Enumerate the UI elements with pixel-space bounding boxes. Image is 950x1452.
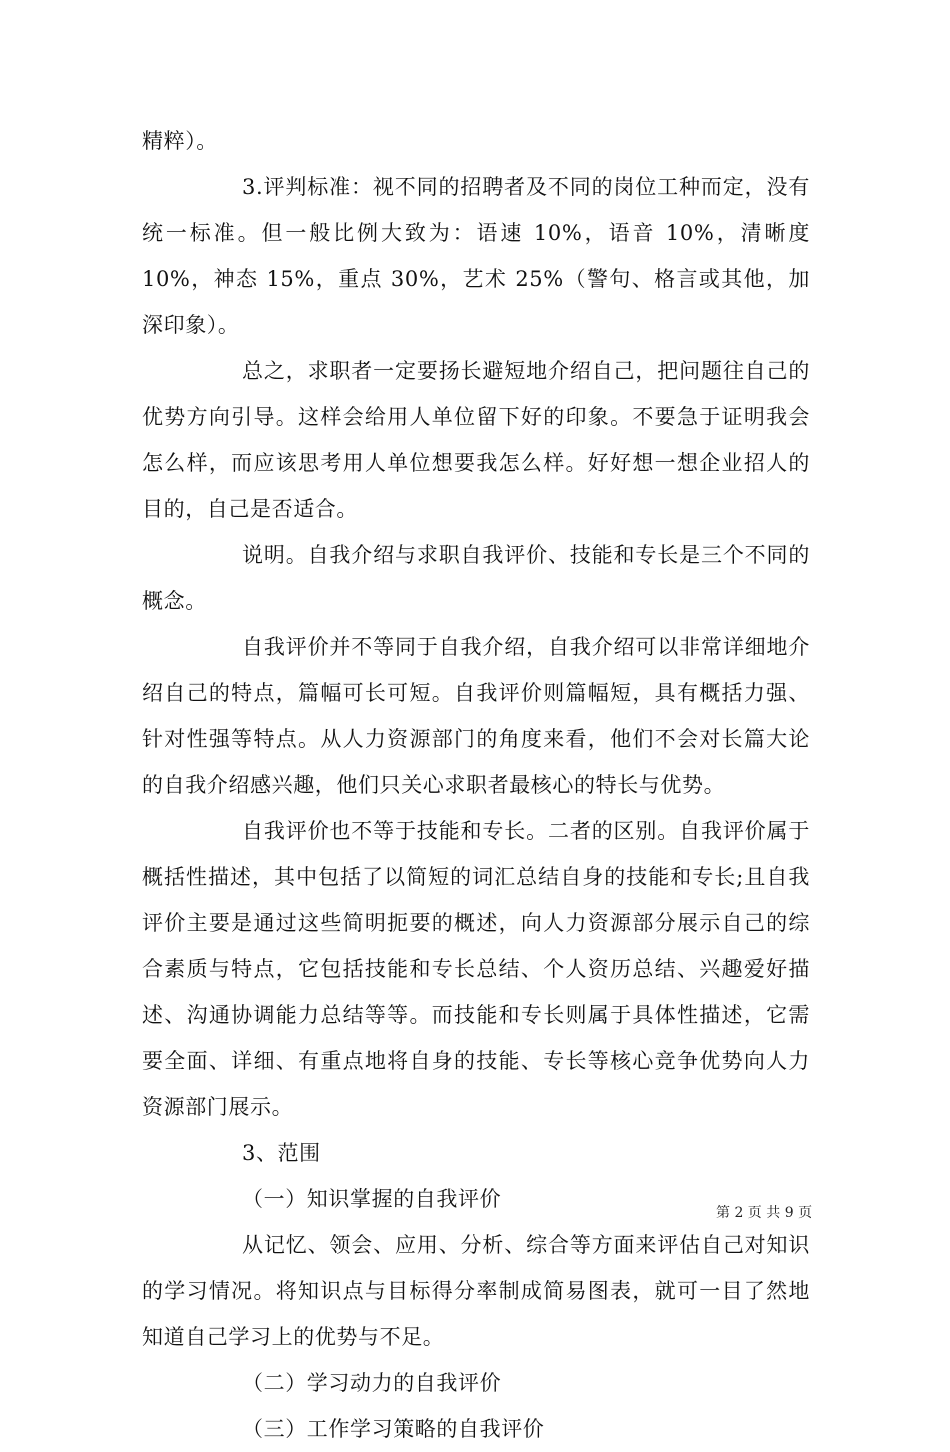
subsection-heading: （二）学习动力的自我评价 [242,1371,502,1395]
paragraph: 说明。自我介绍与求职自我评价、技能和专长是三个不同的概念。 [142,543,810,613]
paragraph: 3.评判标准：视不同的招聘者及不同的岗位工种而定，没有统一标准。但一般比例大致为：语速 10%，语音 10%，清晰度 10%，神态 15%，重点 30%，艺术 25%（警句、格言或其他，加深印象）。 [142,175,810,337]
document-body [142,118,813,1452]
paragraph: 总之，求职者一定要扬长避短地介绍自己，把问题往自己的优势方向引导。这样会给用人单位留下好的印象。不要急于证明我会怎么样，而应该思考用人单位想要我怎么样。好好想一想企业招人的目的，自己是否适合。 [142,359,810,521]
paragraph: 自我评价并不等同于自我介绍，自我介绍可以非常详细地介绍自己的特点，篇幅可长可短。自我评价则篇幅短，具有概括力强、针对性强等特点。从人力资源部门的角度来看，他们不会对长篇大论的自我介绍感兴趣，他们只关心求职者最核心的特长与优势。 [142,635,810,797]
section-heading: 3、范围 [242,1141,321,1165]
subsection-heading: （一）知识掌握的自我评价 [242,1187,502,1211]
paragraph: 自我评价也不等于技能和专长。二者的区别。自我评价属于概括性描述，其中包括了以简短的词汇总结自身的技能和专长;且自我评价主要是通过这些简明扼要的概述，向人力资源部分展示自己的综合素质与特点，它包括技能和专长总结、个人资历总结、兴趣爱好描述、沟通协调能力总结等等。而技能和专长则属于具体性描述，它需要全面、详细、有重点地将自身的技能、专长等核心竞争优势向人力资源部门展示。 [142,819,810,1119]
page-number-footer: 第 2 页 共 9 页 [716,1205,813,1221]
paragraph: 从记忆、领会、应用、分析、综合等方面来评估自己对知识的学习情况。将知识点与目标得分率制成简易图表，就可一目了然地知道自己学习上的优势与不足。 [142,1233,810,1349]
subsection-heading: （三）工作学习策略的自我评价 [242,1417,545,1441]
paragraph: 精粹）。 [142,129,218,153]
